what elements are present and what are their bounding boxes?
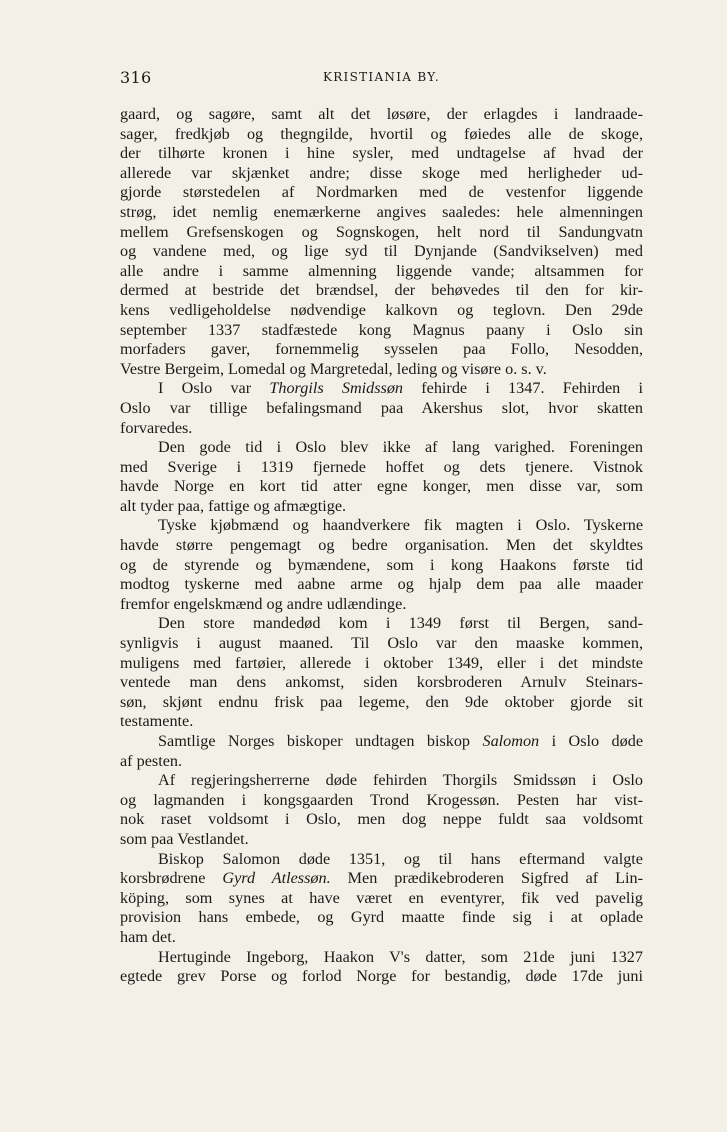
text-line: köping, som synes at have været en eventyrer, fik ved pavelig — [120, 888, 643, 907]
text-line: muligens med fartøier, allerede i oktober 1349, eller i det mindste — [120, 653, 643, 672]
text-line: Af regjeringsherrerne døde fehirden Thorgils Smidssøn i Oslo — [158, 771, 643, 790]
text-line: havde Norge en kort tid atter egne konger, men disse var, som — [120, 477, 643, 496]
text-line: modtog tyskerne med aabne arme og hjalp dem paa alle maader — [120, 575, 643, 594]
text-line: Den store mandedød kom i 1349 først til Bergen, sand- — [158, 614, 643, 633]
text-line: synligvis i august maaned. Til Oslo var den maaske kommen, — [120, 634, 643, 653]
text-line: september 1337 stadfæstede kong Magnus paany i Oslo sin — [120, 320, 643, 339]
text-line: dermed at bestride det brændsel, der behøvedes til den for kir- — [120, 281, 643, 300]
text-line — [120, 732, 643, 752]
text-line: og vandene med, og lige syd til Dynjande (Sandvikselven) med — [120, 242, 643, 261]
text-line: Hertuginde Ingeborg, Haakon V's datter, som 21de juni 1327 — [158, 947, 643, 966]
text-line: søn, skjønt endnu frisk paa legeme, den 9de oktober gjorde sit — [120, 692, 643, 711]
text-line: forvaredes. — [120, 418, 193, 437]
text-segment: korsbrødrene — [120, 869, 223, 888]
text-segment: fehirde i 1347. Fehirden i — [403, 379, 643, 398]
text-line — [120, 379, 643, 399]
page-header — [120, 68, 643, 92]
text-line: gjorde størstedelen af Nordmarken med de vestenfor liggende — [120, 183, 643, 202]
italic-name: Gyrd Atlessøn. — [222, 869, 331, 888]
text-line: egtede grev Porse og forlod Norge for bestandig, døde 17de juni — [120, 967, 643, 986]
text-line: der tilhørte kronen i hine sysler, med undtagelse af hvad der — [120, 144, 643, 163]
text-line: Den gode tid i Oslo blev ikke af lang varighed. Foreningen — [158, 438, 643, 457]
text-line: af pesten. — [120, 751, 183, 770]
text-segment: Men prædikebroderen Sigfred af Lin- — [330, 869, 643, 888]
italic-name: Thorgils Smidssøn — [269, 379, 404, 398]
text-line: gaard, og sagøre, samt alt det løsøre, der erlagdes i landraade- — [120, 105, 643, 123]
text-line: strøg, idet nemlig enemærkerne angives saaledes: hele almenningen — [120, 202, 643, 221]
text-line: kens vedligeholdelse nødvendige kalkovn og teglovn. Den 29de — [120, 300, 643, 319]
text-line: testamente. — [120, 712, 194, 731]
text-segment: I Oslo var — [158, 379, 270, 398]
body-text — [120, 105, 643, 987]
text-line: og lagmanden i kongsgaarden Trond Krogessøn. Pesten har vist- — [120, 790, 643, 809]
text-line: Tyske kjøbmænd og haandverkere fik magten i Oslo. Tyskerne — [158, 516, 643, 535]
text-line: Oslo var tillige befalingsmand paa Akershus slot, hvor skatten — [120, 398, 643, 417]
text-line: fremfor engelskmænd og andre udlændinge. — [120, 594, 407, 613]
text-line: alle andre i samme almenning liggende vande; altsammen for — [120, 261, 643, 280]
text-line: allerede var skjænket andre; disse skoge med herligheder ud- — [120, 163, 643, 182]
text-line — [120, 869, 643, 889]
text-line: nok raset voldsomt i Oslo, men dog neppe fuldt saa voldsomt — [120, 810, 643, 829]
text-line: ham det. — [120, 927, 176, 946]
running-head: KRISTIANIA BY. — [322, 70, 441, 84]
text-line: Biskop Salomon døde 1351, og til hans eftermand valgte — [158, 849, 643, 868]
text-segment: Samtlige Norges biskoper undtagen biskop — [158, 732, 483, 750]
text-line: sager, fredkjøb og thegngilde, hvortil og føiedes alle de skoge, — [120, 124, 643, 143]
text-line: ventede man dens ankomst, siden korsbroderen Arnulv Steinars- — [120, 673, 643, 692]
page-number: 316 — [120, 68, 152, 87]
text-line: havde større pengemagt og bedre organisation. Men det skyldtes — [120, 536, 643, 555]
text-line: Vestre Bergeim, Lomedal og Margretedal, leding og visøre o. s. v. — [120, 359, 547, 378]
text-line: morfaders gaver, fornemmelig sysselen paa Follo, Nesodden, — [120, 340, 643, 359]
text-line: som paa Vestlandet. — [120, 829, 249, 848]
italic-name: Salomon — [482, 732, 540, 750]
text-line: og de styrende og bymændene, som i kong Haakons første tid — [120, 555, 643, 574]
text-line: mellem Grefsenskogen og Sognskogen, helt nord til Sandungvatn — [120, 222, 643, 241]
text-line: med Sverige i 1319 fjernede hoffet og dets tjenere. Vistnok — [120, 457, 643, 476]
text-line: alt tyder paa, fattige og afmægtige. — [120, 496, 347, 515]
text-segment: i Oslo døde — [539, 732, 643, 750]
text-line: provision hans embede, og Gyrd maatte finde sig i at oplade — [120, 908, 643, 927]
